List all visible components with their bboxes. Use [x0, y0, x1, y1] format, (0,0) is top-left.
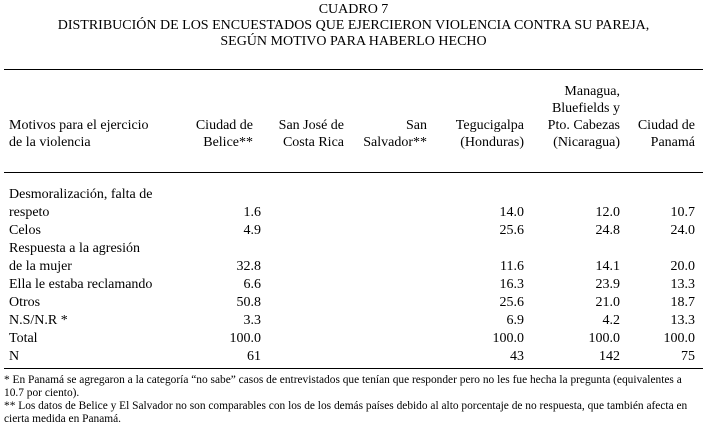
column-header-belice-2: Belice** — [203, 135, 253, 150]
row-label: Ella le estaba reclamando — [9, 277, 153, 292]
column-header-salvador-1: San — [406, 118, 427, 133]
column-header-costa-rica-2: Costa Rica — [282, 135, 344, 150]
column-header-panama-1: Ciudad de — [637, 118, 695, 133]
cell-nicaragua: 24.8 — [595, 223, 620, 238]
cell-belice: 100.0 — [229, 331, 261, 346]
header-label-line-2: de la violencia — [9, 135, 91, 150]
row-label: de la mujer — [9, 259, 72, 274]
cell-belice: 32.8 — [236, 259, 261, 274]
column-header-panama-2: Panamá — [650, 135, 695, 150]
cell-honduras: 43 — [510, 349, 524, 364]
column-header-honduras-2: (Honduras) — [460, 135, 524, 150]
bottom-rule — [4, 368, 703, 369]
row-label: respeto — [9, 205, 50, 220]
header-label-line-1: Motivos para el ejercicio — [9, 118, 149, 133]
column-header-honduras-1: Tegucigalpa — [455, 118, 524, 133]
cell-honduras: 11.6 — [500, 259, 524, 274]
cell-honduras: 6.9 — [506, 313, 524, 328]
cell-belice: 6.6 — [243, 277, 261, 292]
cell-belice: 1.6 — [243, 205, 261, 220]
cell-nicaragua: 100.0 — [588, 331, 620, 346]
cell-panama: 20.0 — [670, 259, 695, 274]
cell-nicaragua: 23.9 — [595, 277, 620, 292]
column-header-nicaragua-1: Managua, — [564, 84, 620, 99]
row-label: Respuesta a la agresión — [9, 241, 141, 256]
cell-belice: 61 — [247, 349, 261, 364]
row-label: Celos — [9, 223, 41, 238]
column-header-nicaragua-3: Pto. Cabezas — [547, 118, 620, 133]
row-label: N.S/N.R * — [9, 313, 68, 328]
cell-nicaragua: 12.0 — [595, 205, 620, 220]
row-label: Desmoralización, falta de — [9, 187, 153, 202]
cell-belice: 50.8 — [236, 295, 261, 310]
cell-honduras: 14.0 — [499, 205, 524, 220]
title-line-2: DISTRIBUCIÓN DE LOS ENCUESTADOS QUE EJERCIERON VIOLENCIA CONTRA SU PAREJA, — [57, 18, 650, 33]
footnote-2: ** Los datos de Belice y El Salvador no son comparables con los de los demás países debido al alto porcentaje de no respuesta, que también afecta en cierta medida en Panamá. — [4, 400, 688, 425]
row-label: Otros — [9, 295, 41, 310]
column-header-salvador-2: Salvador** — [363, 135, 427, 150]
cell-honduras: 16.3 — [499, 277, 524, 292]
cell-panama: 18.7 — [670, 295, 695, 310]
cell-nicaragua: 14.1 — [595, 259, 620, 274]
cell-panama: 75 — [681, 349, 695, 364]
cell-nicaragua: 142 — [599, 349, 620, 364]
cell-panama: 24.0 — [670, 223, 695, 238]
footnote-1: * En Panamá se agregaron a la categoría “no sabe” casos de entrevistados que tenían que responder pero no les fue hecha la pregunta (equivalentes a 10.7 por ciento). — [4, 374, 682, 399]
cell-panama: 10.7 — [670, 205, 695, 220]
top-rule — [4, 69, 703, 70]
row-label: N — [9, 349, 20, 364]
cell-panama: 13.3 — [670, 277, 695, 292]
title-line-1: CUADRO 7 — [318, 2, 389, 17]
cell-panama: 100.0 — [663, 331, 695, 346]
cell-belice: 3.3 — [243, 313, 261, 328]
row-label: Total — [9, 331, 38, 346]
cell-nicaragua: 21.0 — [595, 295, 620, 310]
header-rule — [4, 172, 703, 173]
cell-honduras: 25.6 — [499, 223, 524, 238]
title-line-3: SEGÚN MOTIVO PARA HABERLO HECHO — [220, 34, 487, 49]
column-header-costa-rica-1: San José de — [278, 118, 344, 133]
column-header-nicaragua-2: Bluefields y — [551, 101, 620, 116]
column-header-belice-1: Ciudad de — [195, 118, 253, 133]
cell-nicaragua: 4.2 — [602, 313, 620, 328]
cell-honduras: 25.6 — [499, 295, 524, 310]
cell-belice: 4.9 — [243, 223, 261, 238]
column-header-nicaragua-4: (Nicaragua) — [553, 135, 620, 150]
cell-honduras: 100.0 — [492, 331, 524, 346]
cell-panama: 13.3 — [670, 313, 695, 328]
